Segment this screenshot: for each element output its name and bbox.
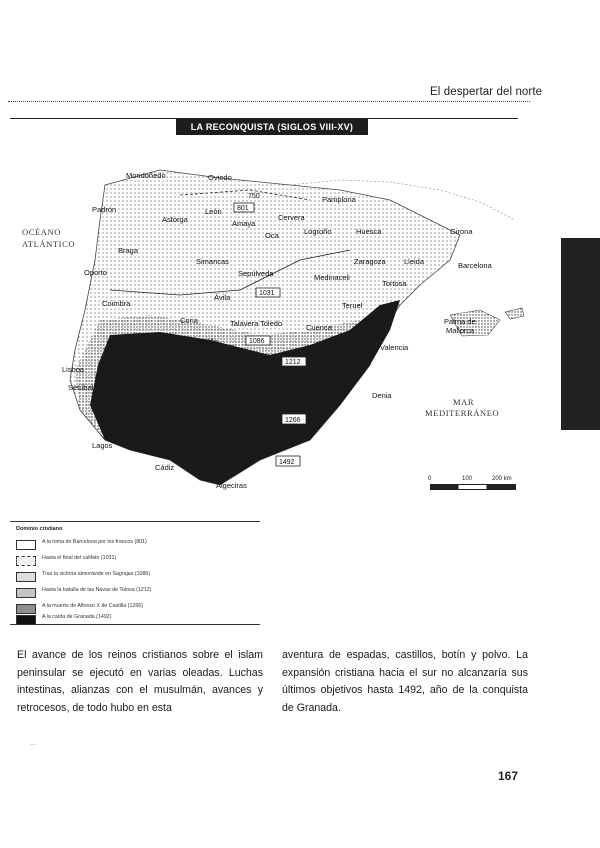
reconquista-map	[10, 140, 528, 498]
date-1031: 1031	[259, 290, 275, 297]
running-header-title: El despertar del norte	[430, 86, 543, 98]
date-1212: 1212	[285, 359, 301, 366]
city-tortosa: Tortosa	[382, 279, 407, 288]
med-label-line1: MAR	[453, 397, 475, 407]
header-rule	[8, 101, 530, 102]
legend-item-text: A la muerte de Alfonso X de Castilla (1266)	[42, 603, 143, 609]
legend-item-text: Hasta la batalla de las Navas de Tolosa (1212)	[42, 587, 152, 593]
legend-item-text: Hasta el final del califato (1031)	[42, 555, 117, 561]
city-lagos: Lagos	[92, 441, 113, 450]
city-sepulveda: Sepúlveda	[238, 269, 274, 278]
city-mondonedo: Mondoñedo	[126, 171, 166, 180]
scale-label-100: 100	[462, 476, 473, 482]
city-talavera: Talavera	[230, 319, 259, 328]
city-barcelona: Barcelona	[458, 261, 492, 270]
city-oviedo: Oviedo	[208, 173, 232, 182]
city-teruel: Teruel	[342, 301, 363, 310]
city-mallorca: Mallorca	[446, 326, 475, 335]
city-girona: Girona	[450, 227, 473, 236]
map-title: LA RECONQUISTA (SIGLOS VIII-XV)	[176, 119, 368, 135]
city-oca: Oca	[265, 231, 279, 240]
date-801: 801	[237, 205, 249, 212]
legend-swatch	[16, 588, 36, 598]
city-cuenca: Cuenca	[306, 323, 332, 332]
city-huesca: Huesca	[356, 227, 382, 236]
legend-swatch	[16, 556, 36, 566]
date-1086: 1086	[249, 338, 265, 345]
legend-bottom-rule	[10, 624, 260, 625]
footer-mark: ...	[30, 740, 36, 747]
city-algeciras: Algeciras	[216, 481, 247, 490]
legend-swatch	[16, 604, 36, 614]
ocean-label-line2: ATLÁNTICO	[22, 239, 76, 249]
city-oporto: Oporto	[84, 268, 107, 277]
legend-item-text: A la toma de Barcelona por los francos (801)	[42, 539, 147, 545]
city-leon: León	[205, 207, 222, 216]
chapter-side-tab	[561, 238, 600, 430]
legend-title: Dominio cristiano	[16, 526, 63, 532]
city-cervera: Cervera	[278, 213, 305, 222]
city-logrono: Logroño	[304, 227, 332, 236]
body-text-left-column: El avance de los reinos cristianos sobre el islam peninsular se ejecutó en varias oleadas. Luchas intestinas, alianzas con el musulmán, avances y retrocesos, de todo hubo en esta	[17, 649, 263, 714]
city-pamplona: Pamplona	[322, 195, 356, 204]
menorca	[505, 308, 524, 319]
city-lisboa: Lisboa	[62, 365, 85, 374]
legend-top-rule	[10, 521, 260, 522]
date-1492: 1492	[279, 459, 295, 466]
date-1266: 1266	[285, 417, 301, 424]
body-text-right-column: aventura de espadas, castillos, botín y polvo. La expansión cristiana hacia el sur no alcanzaría sus últimos objetivos hasta 1492, año de la conquista de Granada.	[282, 649, 528, 714]
city-padron: Padrón	[92, 205, 117, 214]
city-valencia: Valencia	[380, 343, 409, 352]
city-lleida: Lleida	[404, 257, 425, 266]
city-zaragoza: Zaragoza	[354, 257, 386, 266]
city-medinaceli: Medinaceli	[314, 273, 350, 282]
page-number: 167	[498, 769, 519, 783]
city-braga: Braga	[118, 246, 139, 255]
city-coria: Coria	[180, 316, 198, 325]
city-trujillo: Trujillo	[196, 337, 218, 346]
city-simancas: Simancas	[196, 257, 229, 266]
med-label-line2: MEDITERRÁNEO	[425, 408, 500, 418]
city-toledo: Toledo	[260, 319, 283, 328]
city-cadiz: Cádiz	[155, 463, 175, 472]
city-amaya: Amaya	[232, 219, 256, 228]
city-denia: Denia	[372, 391, 392, 400]
legend-swatch	[16, 572, 36, 582]
legend-swatch	[16, 540, 36, 550]
date-750: 750	[248, 193, 260, 200]
ocean-label-line1: OCÉANO	[22, 227, 62, 237]
city-avila: Ávila	[214, 293, 231, 302]
city-astorga: Astorga	[162, 215, 188, 224]
legend-item-text: A la caída de Granada (1492)	[42, 614, 112, 620]
city-palma: Palma de	[444, 317, 476, 326]
city-setubal: Setúbal	[68, 383, 94, 392]
scale-label-200: 200 km	[492, 476, 512, 482]
legend-item-text: Tras la victoria almorávide en Sagrajas (1086)	[42, 571, 151, 577]
scale-label-0: 0	[428, 476, 432, 482]
map-scale-bar	[430, 484, 516, 490]
city-coimbra: Coimbra	[102, 299, 131, 308]
